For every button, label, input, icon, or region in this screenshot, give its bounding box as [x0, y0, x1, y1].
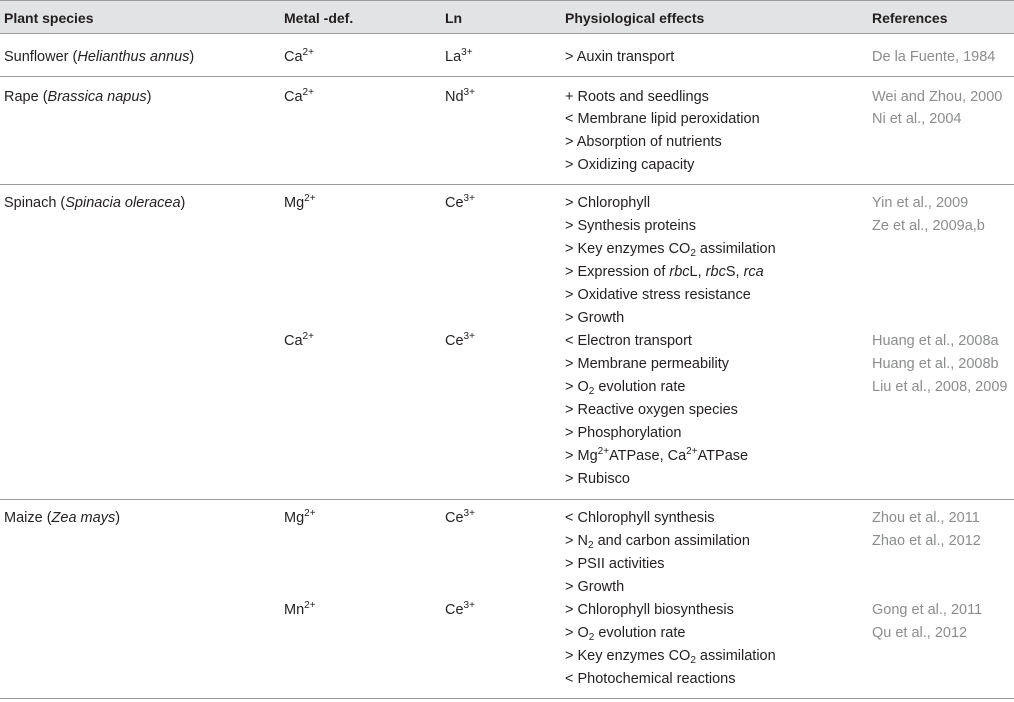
reference-link: Zhou et al., 2011 [872, 510, 980, 526]
header-physiological-effects: Physiological effects [565, 10, 705, 26]
effect-line: > PSII activities [565, 556, 665, 572]
reference-link: Huang et al., 2008a [872, 333, 999, 349]
reference-link: Qu et al., 2012 [872, 625, 968, 641]
plant-sunflower: Sunflower (Helianthus annus) [4, 49, 195, 65]
row-divider [0, 76, 1014, 77]
reference-link: Liu et al., 2008, 2009 [872, 379, 1008, 395]
ln-cell: $Ce^{3+}$ [445, 193, 475, 211]
table-bottom-rule [0, 698, 1014, 699]
metal-cell: $Mn^{2+}$ [284, 600, 316, 618]
effect-line: > Oxidative stress resistance [565, 287, 751, 303]
effect-line: + Roots and seedlings [565, 89, 709, 105]
plant-rape: Rape (Brassica napus) [4, 89, 152, 105]
effect-line: > Growth [565, 310, 625, 326]
effect-line: > Synthesis proteins [565, 218, 696, 234]
ln-cell: $Ce^{3+}$ [445, 508, 475, 526]
effect-line: > Membrane permeability [565, 356, 730, 372]
effect-line: > Key enzymes $CO_2$ assimilation [565, 241, 776, 259]
reference-link: Huang et al., 2008b [872, 356, 999, 372]
ln-cell: $Nd^{3+}$ [445, 87, 475, 105]
effect-line: > Chlorophyll [565, 195, 651, 211]
effect-line: > $O_2$ evolution rate [565, 379, 686, 397]
effect-line: > $O_2$ evolution rate [565, 625, 686, 643]
reference-link: De la Fuente, 1984 [872, 49, 996, 65]
ln-cell: $La^{3+}$ [445, 47, 473, 65]
header-metal-def: Metal -def. [284, 10, 354, 26]
effect-line: > $N_2$ and carbon assimilation [565, 533, 750, 551]
row-divider [0, 184, 1014, 185]
metal-cell: $Mg^{2+}$ [284, 193, 316, 211]
effect-line: > Rubisco [565, 471, 630, 487]
header-plant-species: Plant species [4, 10, 94, 26]
effect-line: > Growth [565, 579, 625, 595]
row-divider [0, 499, 1014, 500]
effect-line: > Phosphorylation [565, 425, 682, 441]
effect-line: > Reactive oxygen species [565, 402, 738, 418]
header-ln: Ln [445, 10, 463, 26]
plant-maize: Maize (Zea mays) [4, 510, 121, 526]
ln-cell: $Ce^{3+}$ [445, 600, 475, 618]
reference-link: Zhao et al., 2012 [872, 533, 981, 549]
metal-cell: $Ca^{2+}$ [284, 87, 314, 105]
reference-link: Ze et al., 2009a,b [872, 218, 985, 234]
effect-line: < Photochemical reactions [565, 671, 736, 687]
effect-line: > Absorption of nutrients [565, 134, 722, 150]
metal-cell: $Mg^{2+}$ [284, 508, 316, 526]
effect-line: > Key enzymes $CO_2$ assimilation [565, 648, 776, 666]
effect-line: > $Mg^{2+}ATPase$, $Ca^{2+}ATPase$ [565, 446, 749, 464]
effect-line: < Membrane lipid peroxidation [565, 111, 760, 127]
header-references: References [872, 10, 948, 26]
effect-line: > Expression of rbcL, rbcS, rca [565, 264, 764, 280]
plant-spinach: Spinach (Spinacia oleracea) [4, 195, 186, 211]
effect-line: > Auxin transport [565, 49, 675, 65]
reference-link: Wei and Zhou, 2000 [872, 89, 1003, 105]
reference-link: Yin et al., 2009 [872, 195, 969, 211]
ln-cell: $Ce^{3+}$ [445, 331, 475, 349]
table-header-row [0, 0, 1014, 34]
reference-link: Ni et al., 2004 [872, 111, 962, 127]
metal-cell: $Ca^{2+}$ [284, 47, 314, 65]
effect-line: > Chlorophyll biosynthesis [565, 602, 734, 618]
effect-line: < Electron transport [565, 333, 692, 349]
metal-cell: $Ca^{2+}$ [284, 331, 314, 349]
effect-line: > Oxidizing capacity [565, 157, 695, 173]
reference-link: Gong et al., 2011 [872, 602, 983, 618]
effect-line: < Chlorophyll synthesis [565, 510, 715, 526]
